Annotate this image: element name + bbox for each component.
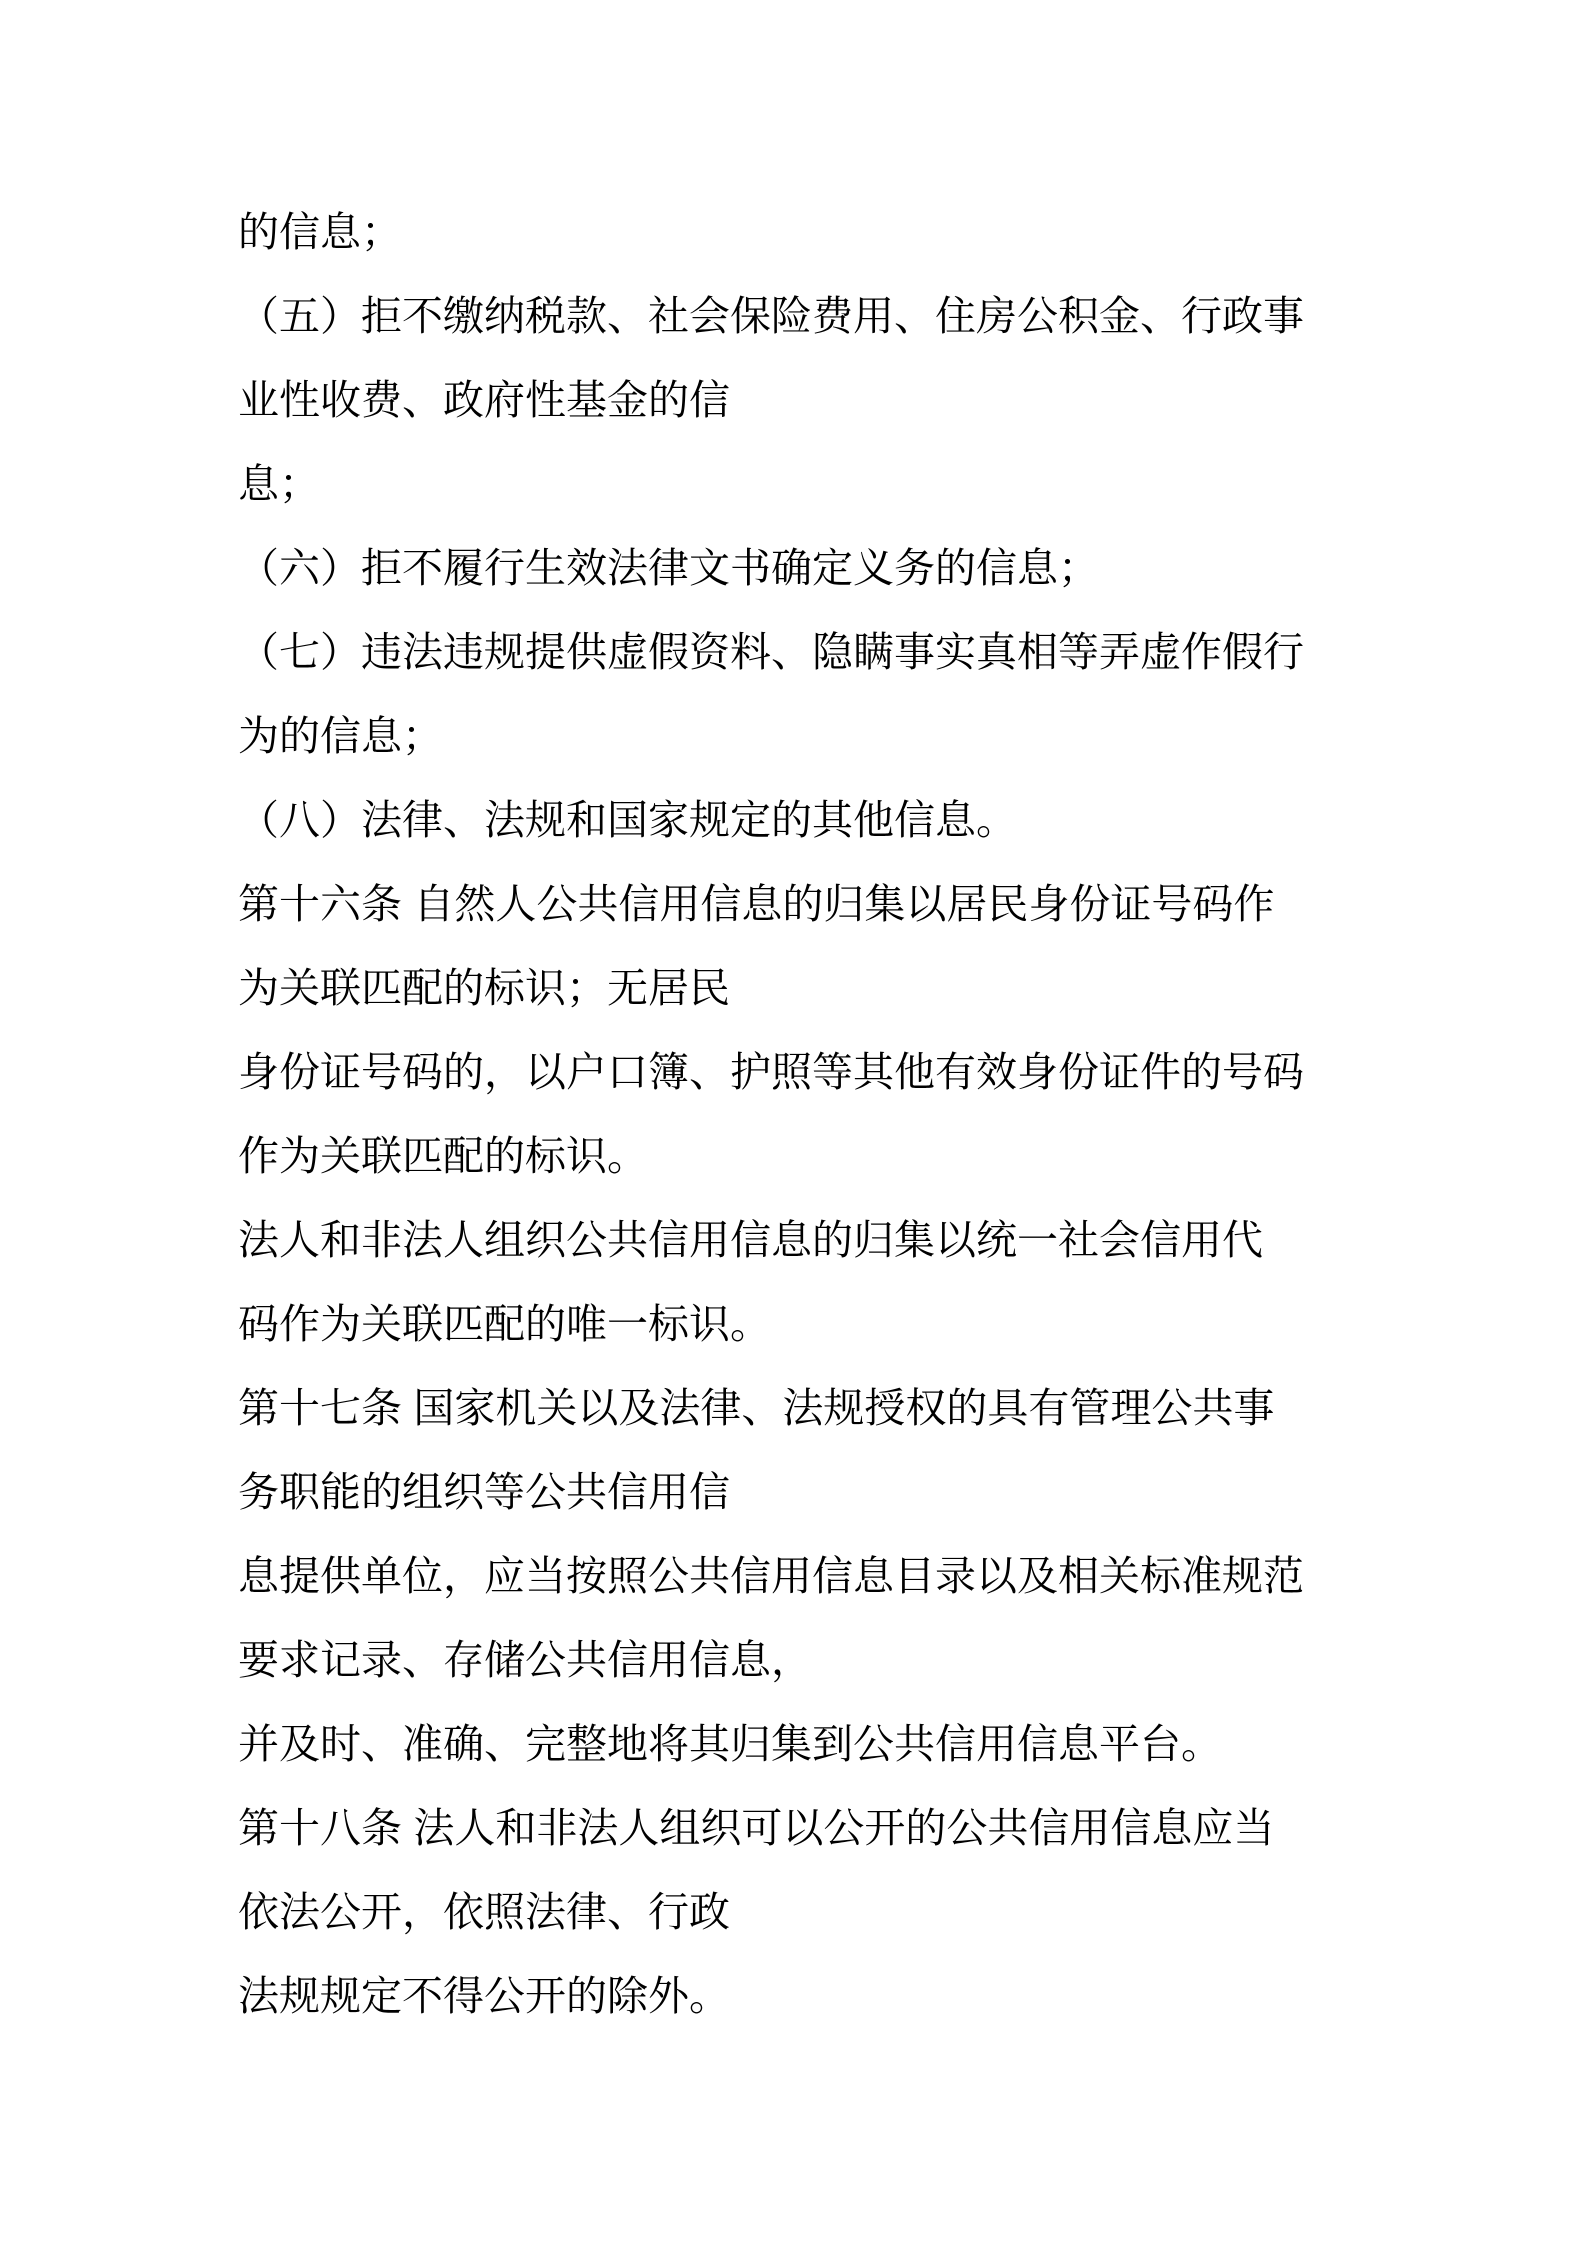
text-line: （七）违法违规提供虚假资料、隐瞒事实真相等弄虚作假行 bbox=[238, 629, 1304, 675]
text-line: 为关联匹配的标识；无居民 bbox=[238, 965, 730, 1011]
text-line: 第十八条 法人和非法人组织可以公开的公共信用信息应当 bbox=[238, 1805, 1275, 1851]
text-line: 第十七条 国家机关以及法律、法规授权的具有管理公共事 bbox=[238, 1385, 1275, 1431]
text-line: 务职能的组织等公共信用信 bbox=[238, 1469, 730, 1515]
text-line: （八）法律、法规和国家规定的其他信息。 bbox=[238, 797, 1017, 843]
text-line: 依法公开，依照法律、行政 bbox=[238, 1889, 730, 1935]
text-line: 第十六条 自然人公共信用信息的归集以居民身份证号码作 bbox=[238, 881, 1275, 927]
text-line: 身份证号码的，以户口簿、护照等其他有效身份证件的号码 bbox=[238, 1049, 1304, 1095]
text-line: 码作为关联匹配的唯一标识。 bbox=[238, 1301, 771, 1347]
text-line: 的信息； bbox=[238, 209, 402, 255]
text-line: 息； bbox=[238, 461, 320, 507]
text-line: 息提供单位，应当按照公共信用信息目录以及相关标准规范 bbox=[238, 1553, 1304, 1599]
text-line: 并及时、准确、完整地将其归集到公共信用信息平台。 bbox=[238, 1721, 1222, 1767]
text-line: 为的信息； bbox=[238, 713, 443, 759]
text-line: 业性收费、政府性基金的信 bbox=[238, 377, 730, 423]
text-line: 作为关联匹配的标识。 bbox=[238, 1133, 648, 1179]
text-line: 要求记录、存储公共信用信息， bbox=[238, 1637, 812, 1683]
text-line: （六）拒不履行生效法律文书确定义务的信息； bbox=[238, 545, 1099, 591]
text-line: （五）拒不缴纳税款、社会保险费用、住房公积金、行政事 bbox=[238, 293, 1304, 339]
document-text-block bbox=[238, 190, 1428, 2038]
text-line: 法规规定不得公开的除外。 bbox=[238, 1973, 730, 2019]
text-line: 法人和非法人组织公共信用信息的归集以统一社会信用代 bbox=[238, 1217, 1263, 1263]
